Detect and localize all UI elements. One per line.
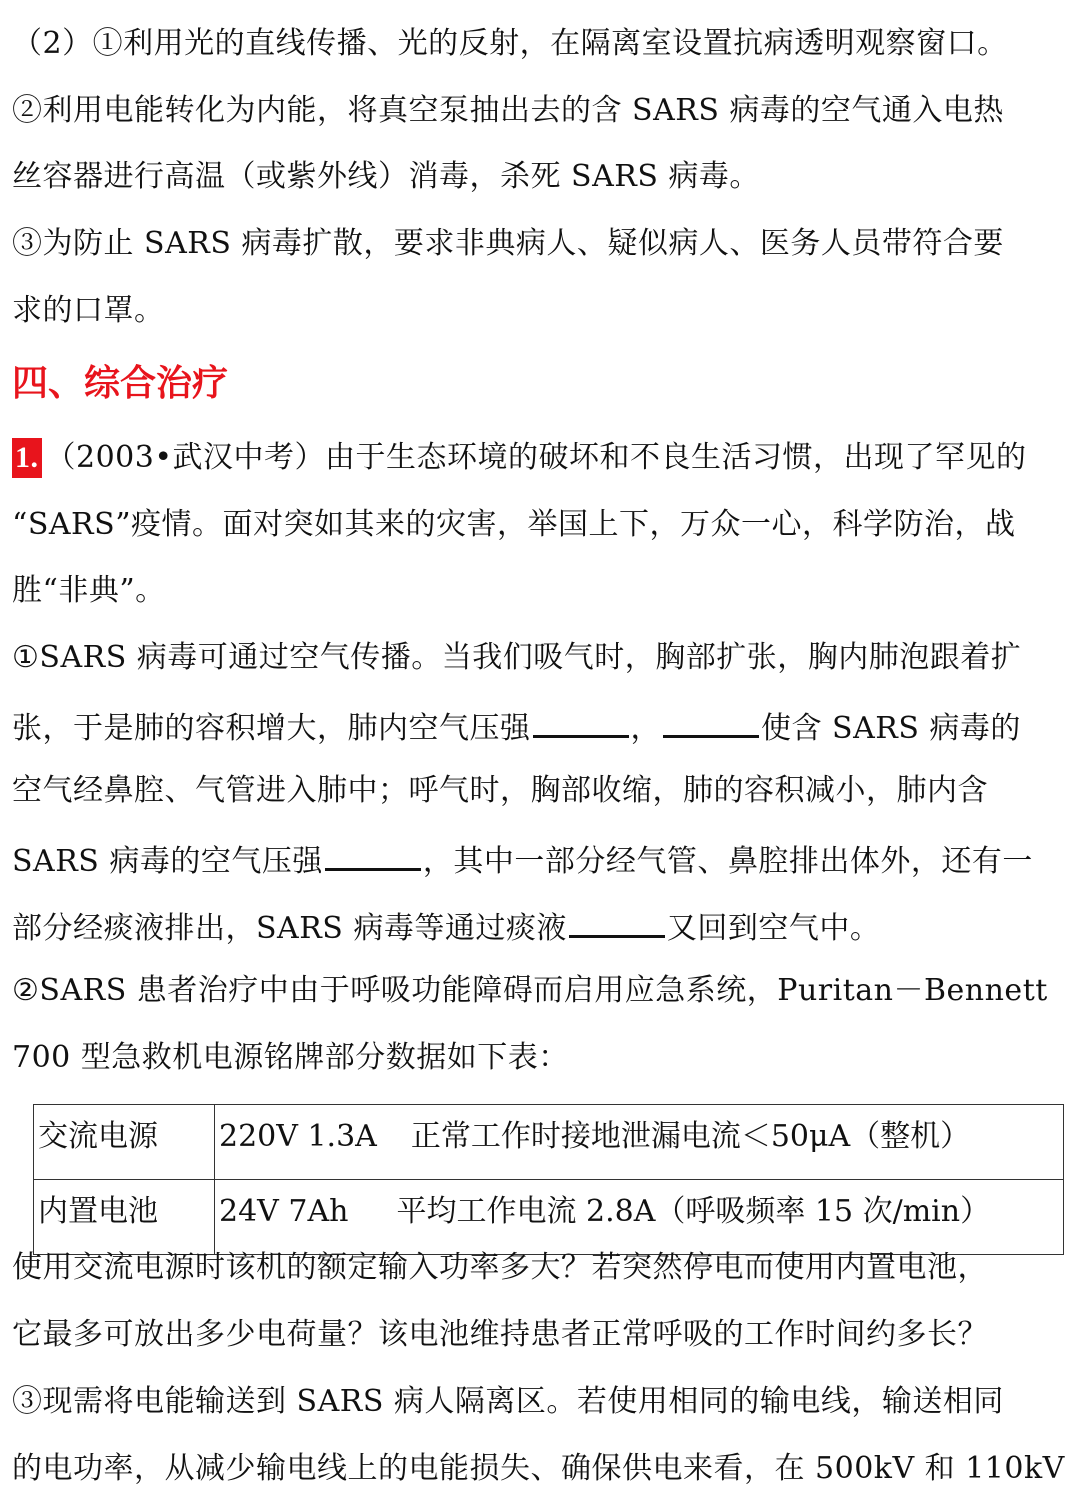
part1-text: 部分经痰液排出，SARS 病毒等通过痰液 <box>12 911 567 946</box>
part2-line: 它最多可放出多少电荷量？该电池维持患者正常呼吸的工作时间约多长？ <box>12 1317 988 1352</box>
part3-line: 的电功率，从减少输电线上的电能损失、确保供电来看，在 500kV 和 110kV <box>12 1451 1065 1486</box>
part2-line: ②SARS 患者治疗中由于呼吸功能障碍而启用应急系统，Puritan－Bennett <box>12 973 1048 1008</box>
part1-line <box>12 838 1033 882</box>
paragraph-line: 丝容器进行高温（或紫外线）消毒，杀死 SARS 病毒。 <box>12 159 760 194</box>
part1-line: ①SARS 病毒可通过空气传播。当我们吸气时，胸部扩张，胸内肺泡跟着扩 <box>12 640 1022 675</box>
table-cell-value <box>215 1105 1064 1180</box>
part2-line: 使用交流电源时该机的额定输入功率多大？若突然停电而使用内置电池， <box>12 1250 988 1285</box>
question-line: 胜“非典”。 <box>12 573 166 608</box>
answer-blank[interactable] <box>325 838 421 871</box>
part1-text: ，其中一部分经气管、鼻腔排出体外，还有一 <box>422 844 1033 879</box>
part1-text: 张，于是肺的容积增大，肺内空气压强 <box>12 711 531 746</box>
table-cell-value <box>215 1180 1064 1255</box>
paragraph-line: （2）①利用光的直线传播、光的反射，在隔离室设置抗病透明观察窗口。 <box>12 26 1008 61</box>
part2-line: 700 型急救机电源铭牌部分数据如下表： <box>12 1040 569 1075</box>
part1-text: 使含 SARS 病毒的 <box>761 711 1021 746</box>
part1-line <box>12 905 880 949</box>
question-text: （2003•武汉中考）由于生态环境的破坏和不良生活习惯，出现了罕见的 <box>45 440 1027 475</box>
paragraph-line: ③为防止 SARS 病毒扩散，要求非典病人、疑似病人、医务人员带符合要 <box>12 226 1004 261</box>
part3-line: ③现需将电能输送到 SARS 病人隔离区。若使用相同的输电线，输送相同 <box>12 1384 1004 1419</box>
table-row <box>34 1180 1064 1255</box>
answer-blank[interactable] <box>663 705 759 738</box>
table-cell-label: 交流电源 <box>34 1105 215 1180</box>
part1-text: ， <box>630 711 661 746</box>
nameplate-table <box>33 1104 1064 1255</box>
spec-detail: 平均工作电流 2.8A（呼吸频率 15 次/min） <box>396 1194 991 1229</box>
part1-text: SARS 病毒的空气压强 <box>12 844 323 879</box>
question-number-badge: 1. <box>12 438 42 478</box>
paragraph-line: ②利用电能转化为内能，将真空泵抽出去的含 SARS 病毒的空气通入电热 <box>12 93 1004 128</box>
spec-detail: 正常工作时接地泄漏电流＜50μA（整机） <box>410 1119 971 1154</box>
answer-blank[interactable] <box>569 905 665 938</box>
table-row <box>34 1105 1064 1180</box>
table-cell-label: 内置电池 <box>34 1180 215 1255</box>
answer-blank[interactable] <box>533 705 629 738</box>
part1-text: 又回到空气中。 <box>666 911 881 946</box>
section-heading: 四、综合治疗 <box>12 363 229 404</box>
part1-line <box>12 705 1021 749</box>
question-line <box>12 438 1027 478</box>
spec-value: 24V 7Ah <box>219 1194 349 1229</box>
part1-line: 空气经鼻腔、气管进入肺中；呼气时，胸部收缩，肺的容积减小，肺内含 <box>12 773 988 808</box>
spec-value: 220V 1.3A <box>219 1119 377 1154</box>
question-line: “SARS”疫情。面对突如其来的灾害，举国上下，万众一心，科学防治，战 <box>12 507 1016 542</box>
paragraph-line: 求的口罩。 <box>12 293 165 328</box>
